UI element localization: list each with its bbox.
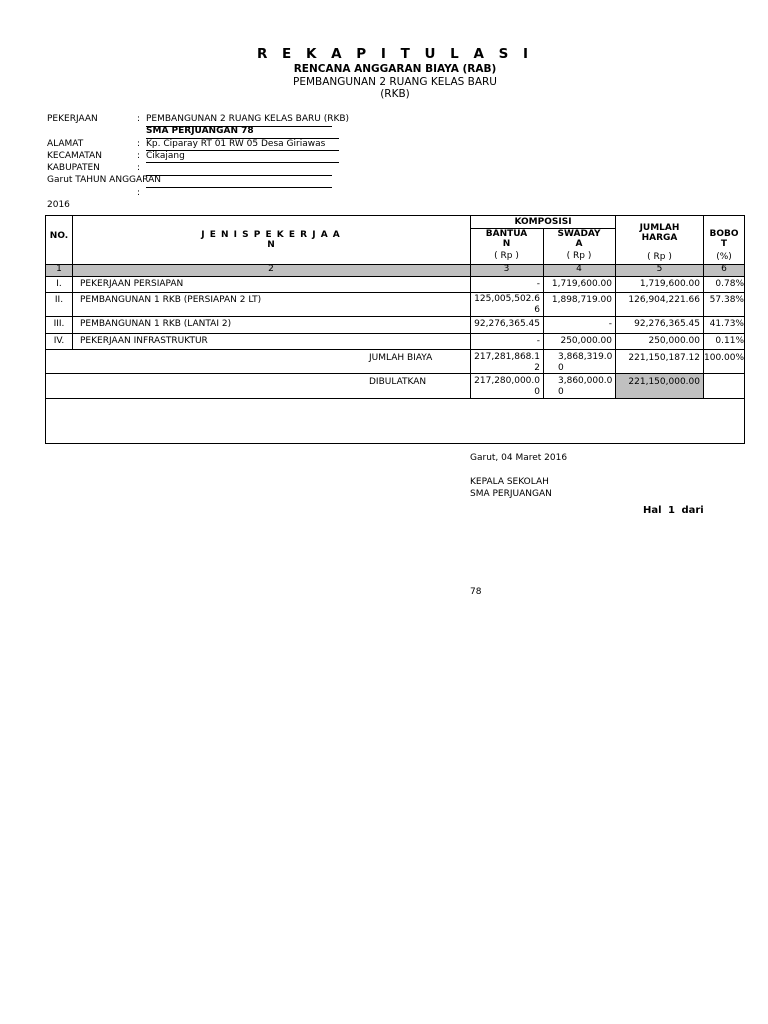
kecamatan-label: KECAMATAN bbox=[47, 151, 102, 161]
row-jumlah: 250,000.00 bbox=[648, 336, 700, 346]
row-name: PEKERJAAN INFRASTRUKTUR bbox=[80, 336, 208, 346]
row-bantuan: 92,276,365.45 bbox=[474, 319, 540, 329]
row-bobot: 0.78% bbox=[715, 279, 744, 289]
tahun-anggaran-value: 2016 bbox=[47, 200, 70, 210]
document-title: R E K A P I T U L A S I bbox=[256, 46, 534, 62]
tahun-colon: : bbox=[137, 188, 141, 198]
alamat-value: Kp. Ciparay RT 01 RW 05 Desa Giriawas bbox=[146, 139, 326, 149]
header-jumlah-harga: JUMLAH bbox=[639, 223, 680, 233]
rounded-label: DIBULATKAN bbox=[369, 377, 427, 387]
kabupaten-underline bbox=[146, 175, 332, 176]
project-title-line2: (RKB) bbox=[380, 88, 410, 100]
total-swadaya: 3,868,319.00 bbox=[558, 352, 613, 373]
kecamatan-colon: : bbox=[137, 151, 141, 161]
signature-institution: SMA PERJUANGAN bbox=[470, 489, 552, 499]
row-bantuan: - bbox=[536, 279, 540, 289]
row-line-5 bbox=[46, 373, 744, 374]
row-number: IV. bbox=[53, 336, 65, 346]
header-bantuan: BANTUA bbox=[485, 229, 528, 239]
header-komposisi: KOMPOSISI bbox=[514, 217, 572, 227]
pekerjaan-colon: : bbox=[137, 114, 141, 124]
pekerjaan-label: PEKERJAAN bbox=[47, 114, 98, 124]
row-bantuan: - bbox=[536, 336, 540, 346]
column-number-bottom-line bbox=[46, 276, 744, 277]
kabupaten-colon: : bbox=[137, 163, 141, 173]
row-jumlah: 1,719,600.00 bbox=[639, 279, 700, 289]
row-number: III. bbox=[53, 319, 65, 329]
total-bantuan: 217,281,868.12 bbox=[474, 352, 540, 373]
header-swadaya: SWADAY bbox=[557, 229, 601, 239]
row-name: PEKERJAAN PERSIAPAN bbox=[80, 279, 184, 289]
header-jumlah-unit: ( Rp ) bbox=[647, 252, 672, 262]
alamat-label: ALAMAT bbox=[47, 139, 84, 149]
column-number-5: 5 bbox=[656, 264, 663, 274]
rounded-bantuan: 217,280,000.00 bbox=[474, 376, 540, 397]
header-bantuan-unit: ( Rp ) bbox=[494, 251, 519, 261]
tahun-anggaran-label: Garut TAHUN ANGGARAN bbox=[47, 175, 161, 185]
alamat-colon: : bbox=[137, 139, 141, 149]
row-bobot: 0.11% bbox=[715, 336, 744, 346]
column-number-4: 4 bbox=[576, 264, 582, 274]
rounded-swadaya: 3,860,000.00 bbox=[558, 376, 613, 397]
pekerjaan-value: PEMBANGUNAN 2 RUANG KELAS BARU (RKB) bbox=[146, 114, 350, 124]
header-jumlah-harga-line2: HARGA bbox=[641, 233, 678, 243]
project-title-line1: PEMBANGUNAN 2 RUANG KELAS BARU bbox=[293, 76, 497, 88]
row-name: PEMBANGUNAN 1 RKB (PERSIAPAN 2 LT) bbox=[80, 295, 262, 305]
kecamatan-underline bbox=[146, 162, 339, 163]
column-number-3: 3 bbox=[503, 264, 510, 274]
header-bobot: BOBO bbox=[709, 229, 739, 239]
row-jumlah: 126,904,221.66 bbox=[628, 295, 700, 305]
row-line-6 bbox=[46, 398, 744, 399]
col-line-swadaya bbox=[615, 216, 616, 398]
page-total: 78 bbox=[470, 587, 482, 597]
row-line-3 bbox=[46, 333, 744, 334]
row-swadaya: - bbox=[608, 319, 612, 329]
row-swadaya: 250,000.00 bbox=[560, 336, 612, 346]
column-number-6: 6 bbox=[721, 264, 727, 274]
rekap-table bbox=[45, 215, 745, 444]
row-line-2 bbox=[46, 316, 744, 317]
signature-position: KEPALA SEKOLAH bbox=[470, 477, 549, 487]
header-swadaya-unit: ( Rp ) bbox=[566, 251, 592, 261]
page-label: Hal 1 dari bbox=[643, 505, 704, 516]
row-line-4 bbox=[46, 349, 744, 350]
total-jumlah: 221,150,187.12 bbox=[628, 353, 700, 363]
row-bobot: 57.38% bbox=[709, 295, 744, 305]
row-line-1 bbox=[46, 292, 744, 293]
tahun-underline bbox=[146, 187, 332, 188]
row-jumlah: 92,276,365.45 bbox=[634, 319, 700, 329]
row-name: PEMBANGUNAN 1 RKB (LANTAI 2) bbox=[80, 319, 232, 329]
header-jenis-pekerjaan: J E N I S P E K E R J A A bbox=[201, 230, 341, 240]
row-bantuan: 125,005,502.66 bbox=[474, 294, 540, 315]
total-label: JUMLAH BIAYA bbox=[369, 353, 433, 363]
signature-place-date: Garut, 04 Maret 2016 bbox=[470, 453, 568, 463]
row-swadaya: 1,719,600.00 bbox=[551, 279, 612, 289]
row-number: II. bbox=[54, 295, 64, 305]
total-bobot: 100.00% bbox=[704, 353, 745, 363]
row-bobot: 41.73% bbox=[709, 319, 744, 329]
column-number-2: 2 bbox=[268, 264, 274, 274]
document-subtitle: RENCANA ANGGARAN BIAYA (RAB) bbox=[293, 63, 497, 75]
column-number-1: 1 bbox=[56, 264, 62, 274]
rounded-jumlah: 221,150,000.00 bbox=[628, 377, 700, 387]
header-swadaya-line2: A bbox=[575, 239, 583, 249]
kabupaten-label: KABUPATEN bbox=[47, 163, 100, 173]
school-name: SMA PERJUANGAN 78 bbox=[146, 126, 254, 136]
row-number: I. bbox=[56, 279, 62, 289]
header-bantuan-line2: N bbox=[502, 239, 511, 249]
header-no: NO. bbox=[49, 231, 69, 241]
kecamatan-value: Cikajang bbox=[146, 151, 185, 161]
header-bobot-line2: T bbox=[720, 239, 728, 249]
header-jenis-pekerjaan-line2: N bbox=[267, 240, 275, 250]
header-bobot-unit: (%) bbox=[716, 252, 732, 262]
row-swadaya: 1,898,719.00 bbox=[551, 295, 612, 305]
